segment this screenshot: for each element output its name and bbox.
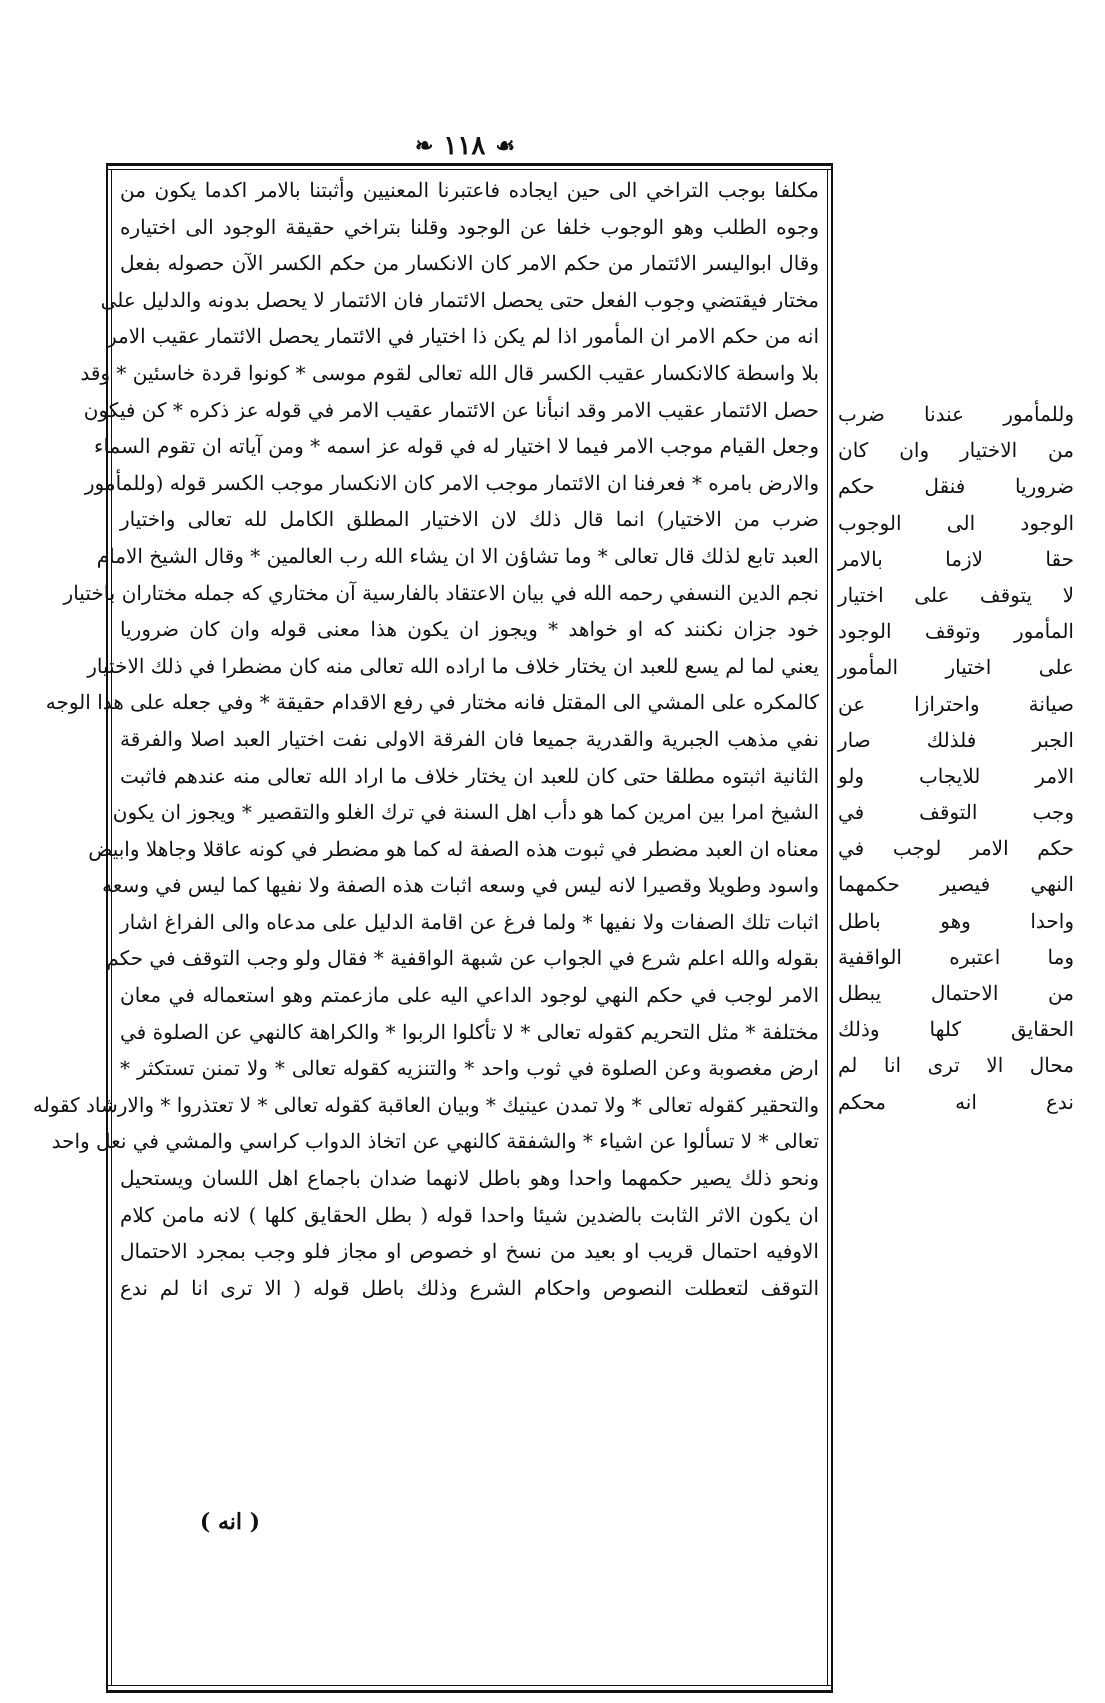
margin-note-line: ضروريا فنقل حكم <box>838 474 1074 499</box>
main-text-line: الاوفيه احتمال قريب او بعيد من نسخ او خصوص او مجاز فلو وجب بمجرد الاحتمال <box>120 1239 819 1264</box>
main-text-line: والتحقير كقوله تعالى * ولا تمدن عينيك * وبيان العاقبة كقوله تعالى * لا تعتذروا * والارشاد كقوله <box>32 1092 819 1117</box>
main-text-block <box>32 172 823 1306</box>
main-text-line: ارض مغصوبة وعن الصلوة في ثوب واحد * والتنزيه كقوله تعالى * ولا تمنن تستكثر * <box>120 1056 819 1081</box>
main-text-line: ونحو ذلك يصير حكمهما واحدا وهو باطل لانهما ضدان باجماع اهل اللسان ويستحيل <box>120 1166 819 1191</box>
main-text-line: وجعل القيام موجب الامر فيما لا اختيار له في قوله عز اسمه * ومن آياته ان تقوم السماء <box>94 434 819 459</box>
margin-note-line: وجب التوقف في <box>838 800 1074 825</box>
main-text-line: مكلفا بوجب التراخي الى حين ايجاده فاعتبرنا المعنيين وأثبتنا بالامر اكدما يكون من <box>120 178 819 202</box>
margin-note-line: حكم الامر لوجب في <box>838 836 1074 861</box>
margin-note-line: النهي فيصير حكمهما <box>838 872 1074 897</box>
margin-note-block <box>838 396 1074 1120</box>
margin-note-line: من الاختيار وان كان <box>838 438 1074 463</box>
main-text-line: مختار فيقتضي وجوب الفعل حتى يحصل الائتمار فان الائتمار لا يحصل بدونه والدليل على <box>100 287 819 312</box>
margin-note-line: وللمأمور عندنا ضرب <box>838 402 1074 426</box>
main-text-line: حصل الائتمار عقيب الامر وقد انبأنا عن الائتمار عقيب الامر في قوله عز ذكره * كن فيكون <box>83 397 819 422</box>
margin-note-line: وما اعتبره الواقفية <box>838 944 1074 969</box>
frame-rule-right <box>831 163 833 1693</box>
main-text-line: انه من حكم الامر ان المأمور اذا لم يكن ذا اختيار في الائتمار يحصل الائتمار عقيب الامر <box>106 324 819 349</box>
margin-note-line: الوجود الى الوجوب <box>838 510 1074 535</box>
main-text-line: واسود وطويلا وقصيرا لانه ليس في وسعه اثبات هذه الصفة ولا نفيها كما ليس في وسعه <box>102 873 819 898</box>
frame-rule-right-inner <box>827 169 828 1686</box>
frame-rule-bottom <box>106 1690 833 1693</box>
main-text-line: العبد تابع لذلك قال تعالى * وما تشاؤن الا ان يشاء الله رب العالمين * وقال الشيخ الامام <box>96 543 819 568</box>
main-text-line: التوقف لتعطلت النصوص واحكام الشرع وذلك باطل قوله ( الا ترى انا لم ندع <box>120 1275 819 1300</box>
main-text-line: اثبات تلك الصفات ولا نفيها * ولما فرغ عن اقامة الدليل على مدعاه والى الفراغ اشار <box>120 909 819 934</box>
main-text-line: والارض بامره * فعرفنا ان الائتمار موجب الامر كان الانكسار موجب الكسر قوله (وللمأمور <box>84 470 819 495</box>
main-text-line: وقال ابواليسر الائتمار من حكم الامر كان الانكسار من حكم الكسر الآن حصوله بفعل <box>120 251 819 276</box>
margin-note-line: واحدا وهو باطل <box>838 908 1074 933</box>
main-text-line: معناه ان العبد مضطر في ثبوت هذه الصفة له كما هو مضطر في كونه عاقلا وجاهلا وابيض <box>88 836 819 861</box>
frame-rule-top <box>106 163 833 166</box>
margin-note-line: الحقايق كلها وذلك <box>838 1017 1074 1042</box>
main-text-line: الامر لوجب في حكم النهي لوجود الداعي اليه على مازعمتم وهو استعماله في معان <box>120 983 819 1008</box>
frame-rule-top-inner <box>106 169 833 170</box>
main-text-line: خود جزان نكنند كه او خواهد * ويجوز ان يكون هذا معنى قوله وان كان ضروريا <box>120 617 819 642</box>
main-text-line: وجوه الطلب وهو الوجوب خلفا عن الوجود وقلنا بتراخي حقيقة الوجود الى اختياره <box>120 214 819 239</box>
main-text-line: بلا واسطة كالانكسار عقيب الكسر قال الله تعالى لقوم موسى * كونوا قردة خاسئين * وقد <box>80 360 819 385</box>
page-header <box>400 128 530 164</box>
main-text-line: نفي مذهب الجبرية والقدرية جميعا فان الفرقة الاولى نفت اختيار العبد اصلا والفرقة <box>120 726 819 751</box>
margin-note-line: على اختيار المأمور <box>838 655 1074 680</box>
margin-note-line: حقا لازما بالامر <box>838 546 1074 571</box>
main-text-line: كالمكره على المشي الى المقتل فانه مختار في رفع الاقدام حقيقة * وفي جعله على هذا الوجه <box>45 690 819 715</box>
margin-note-line: من الاحتمال يبطل <box>838 981 1074 1005</box>
main-text-line: نجم الدين النسفي رحمه الله في بيان الاعتقاد بالفارسية آن مختاري كه جمله مختاران باختيار <box>63 580 819 605</box>
margin-note-line: صيانة واحترازا عن <box>838 691 1074 716</box>
margin-note-line: الجبر فلذلك صار <box>838 727 1074 752</box>
main-text-line: مختلفة * مثل التحريم كقوله تعالى * لا تأكلوا الربوا * والكراهة كالنهي عن الصلوة في <box>120 1019 819 1044</box>
main-text-line: ضرب من الاختيار) انما قال ذلك لان الاختيار المطلق الكامل لله تعالى واختيار <box>120 507 819 532</box>
main-text-line: يعني لما لم يسع للعبد ان يختار خلاف ما اراده الله تعالى منه كان مضطرا في ذلك الاختيار <box>87 653 819 678</box>
margin-note-line: الامر للايجاب ولو <box>838 763 1074 788</box>
main-text-line: بقوله والله اعلم شرع في الجواب عن شبهة الواقفية * فقال ولو وجب التوقف في حكم <box>106 946 819 971</box>
margin-note-line: المأمور وتوقف الوجود <box>838 619 1074 644</box>
page-number: ١١٨ <box>443 131 486 161</box>
ornament-left: ❧ <box>414 133 434 159</box>
ornament-right: ☙ <box>495 133 516 159</box>
main-text-line: ان يكون الاثر الثابت بالضدين شيئا واحدا قوله ( بطل الحقايق كلها ) لانه مامن كلام <box>120 1202 819 1227</box>
main-text-line: الثانية اثبتوه مطلقا حتى كان للعبد ان يختار خلاف ما اراد الله تعالى منه عندهم فاثبت <box>120 763 819 788</box>
main-text-line: الشيخ امرا بين امرين كما هو دأب اهل السنة في ترك الغلو والتقصير * ويجوز ان يكون <box>112 800 819 825</box>
frame-rule-bottom-inner <box>106 1685 833 1686</box>
margin-note-line: لا يتوقف على اختيار <box>838 582 1074 607</box>
catchword: ( انه ) <box>199 1509 261 1535</box>
margin-note-line: ندع انه محكم <box>838 1089 1074 1114</box>
margin-note-line: محال الا ترى انا لم <box>838 1053 1074 1078</box>
main-text-line: تعالى * لا تسألوا عن اشياء * والشفقة كالنهي عن اتخاذ الدواب كراسي والمشي في نعل واحد <box>51 1129 819 1154</box>
